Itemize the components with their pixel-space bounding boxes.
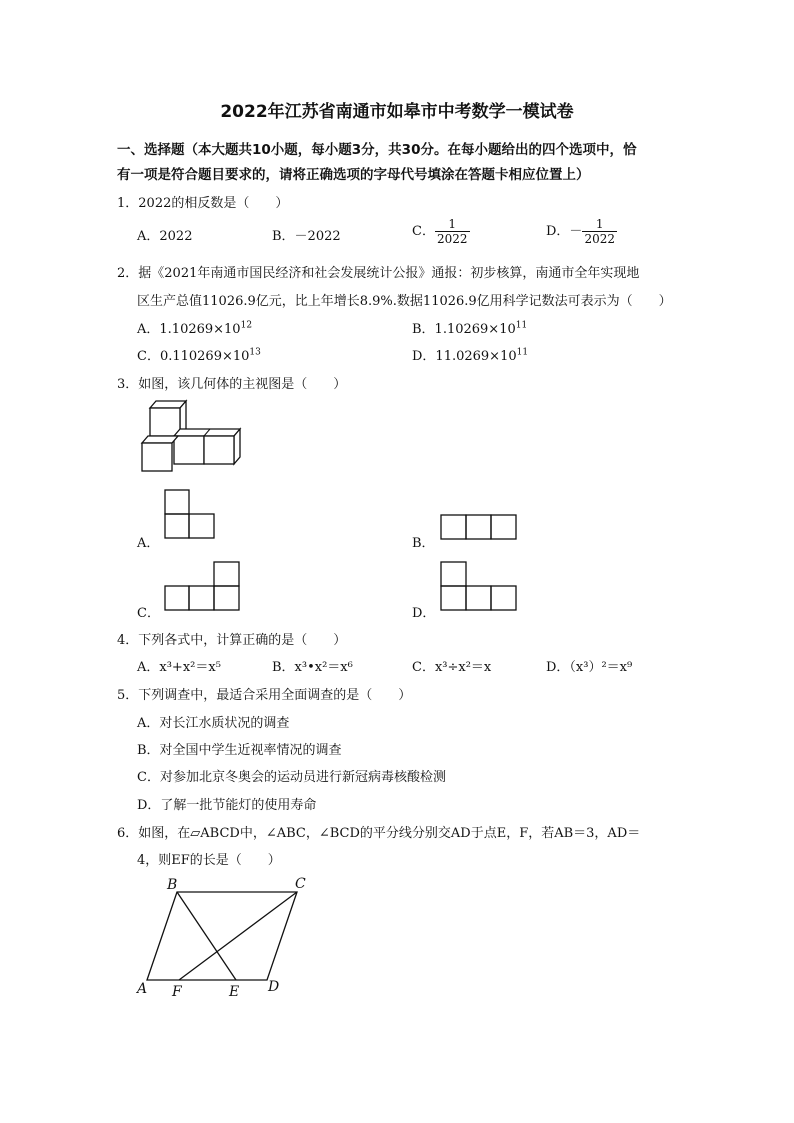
section-heading-line-2: 有一项是符合题目要求的，请将正确选项的字母代号填涂在答题卡相应位置上） bbox=[117, 167, 590, 183]
option-exponent: 12 bbox=[240, 320, 253, 331]
point-label-b: B bbox=[167, 877, 178, 893]
question-6-line-2: 4，则EF的长是（ ） bbox=[137, 853, 281, 868]
question-3-option-c-figure bbox=[164, 561, 242, 613]
option-text: C．0.110269×10 bbox=[137, 349, 250, 364]
question-1-option-d bbox=[546, 217, 617, 246]
point-label-c: C bbox=[295, 876, 306, 892]
fraction-denominator: 2022 bbox=[584, 232, 615, 246]
question-3-option-d-figure bbox=[440, 561, 518, 613]
question-2-line-1: 2．据《2021年南通市国民经济和社会发展统计公报》通报：初步核算，南通市全年实现地 bbox=[117, 266, 640, 281]
bisector-cf bbox=[179, 892, 297, 980]
option-d-prefix: D．－ bbox=[546, 224, 583, 239]
option-exponent: 11 bbox=[515, 320, 528, 331]
question-3-option-a-figure bbox=[164, 489, 218, 541]
question-3-option-a-label: A． bbox=[137, 536, 160, 551]
question-3-option-d-label: D． bbox=[412, 606, 436, 621]
question-4-option-b: B．x³•x²＝x⁶ bbox=[272, 660, 353, 675]
fraction-numerator: 1 bbox=[582, 217, 617, 232]
question-2-option-b bbox=[412, 318, 527, 337]
point-label-f: F bbox=[172, 984, 182, 1000]
option-text: D．11.0269×10 bbox=[412, 349, 517, 364]
question-4-option-d: D．（x³）²＝x⁹ bbox=[546, 660, 633, 675]
point-label-a: A bbox=[137, 981, 148, 997]
question-2-option-c bbox=[137, 345, 261, 364]
fraction-denominator: 2022 bbox=[436, 232, 468, 246]
question-6-line-1: 6．如图，在▱ABCD中，∠ABC，∠BCD的平分线分别交AD于点E，F，若AB＝3，AD＝ bbox=[117, 826, 641, 841]
fraction-numerator: 1 bbox=[435, 217, 470, 232]
question-1-stem: 1．2022的相反数是（ ） bbox=[117, 196, 289, 211]
section-heading-line-1: 一、选择题（本大题共10小题，每小题3分，共30分。在每小题给出的四个选项中，恰 bbox=[117, 142, 637, 158]
option-c-prefix: C． bbox=[412, 224, 435, 239]
option-exponent: 11 bbox=[516, 347, 529, 358]
fraction bbox=[582, 217, 617, 246]
question-6-parallelogram-figure bbox=[135, 872, 325, 1002]
question-5-option-b: B．对全国中学生近视率情况的调查 bbox=[137, 743, 342, 758]
question-5-option-c: C．对参加北京冬奥会的运动员进行新冠病毒核酸检测 bbox=[137, 770, 446, 785]
question-3-stem: 3．如图，该几何体的主视图是（ ） bbox=[117, 377, 347, 392]
question-2-option-d bbox=[412, 345, 528, 364]
question-5-option-d: D．了解一批节能灯的使用寿命 bbox=[137, 798, 317, 813]
question-4-stem: 4．下列各式中，计算正确的是（ ） bbox=[117, 633, 347, 648]
option-text: A．1.10269×10 bbox=[137, 322, 241, 337]
page-title: 2022年江苏省南通市如皋市中考数学一模试卷 bbox=[220, 102, 574, 122]
question-5-stem: 5．下列调查中，最适合采用全面调查的是（ ） bbox=[117, 688, 412, 703]
question-1-option-b: B．－2022 bbox=[272, 229, 341, 244]
question-4-option-c: C．x³÷x²＝x bbox=[412, 660, 492, 675]
bisector-be bbox=[177, 892, 236, 980]
parallelogram-abcd bbox=[147, 892, 297, 980]
point-label-d: D bbox=[268, 979, 280, 995]
question-3-option-c-label: C． bbox=[137, 606, 160, 621]
question-2-line-2: 区生产总值11026.9亿元，比上年增长8.9%.数据11026.9亿用科学记数法可表示为（ ） bbox=[137, 294, 672, 309]
question-5-option-a: A．对长江水质状况的调查 bbox=[137, 716, 290, 731]
question-3-solid-figure bbox=[140, 398, 240, 473]
question-4-option-a: A．x³+x²＝x⁵ bbox=[137, 660, 221, 675]
question-3-option-b-figure bbox=[440, 514, 518, 542]
point-label-e: E bbox=[229, 984, 240, 1000]
question-3-option-b-label: B． bbox=[412, 536, 435, 551]
question-1-option-a: A．2022 bbox=[137, 229, 193, 244]
question-2-option-a bbox=[137, 318, 252, 337]
option-text: B．1.10269×10 bbox=[412, 322, 516, 337]
fraction bbox=[435, 217, 470, 246]
option-exponent: 13 bbox=[249, 347, 261, 358]
question-1-option-c bbox=[412, 217, 470, 246]
